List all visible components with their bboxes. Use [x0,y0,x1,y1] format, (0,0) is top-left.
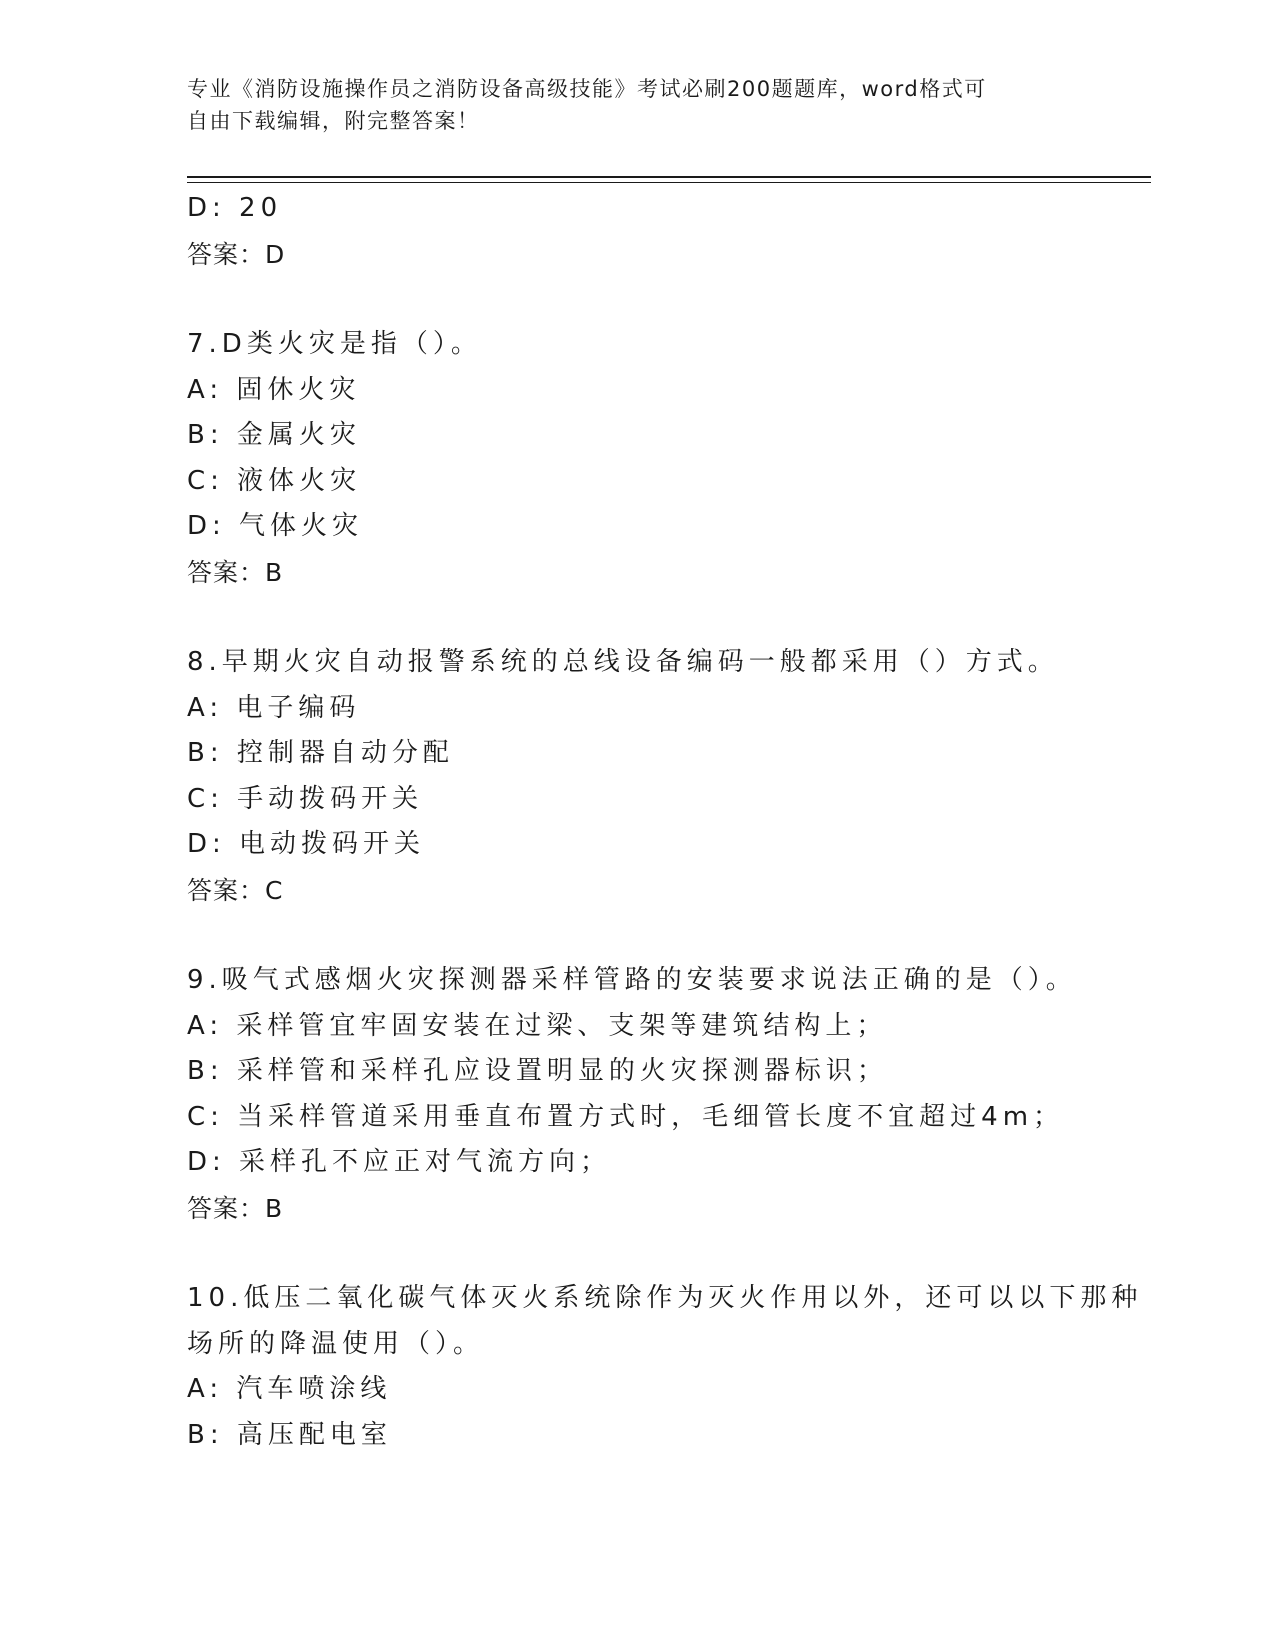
question-stem: 7.D类火灾是指（）。 [187,329,482,359]
question-stem-line-1: 10.低压二氧化碳气体灭火系统除作为灭火作用以外，还可以以下那种 [187,1283,1143,1313]
spacer [187,595,1147,640]
option-b: B: 采样管和采样孔应设置明显的火灾探测器标识； [187,1056,888,1086]
option-d: D: 电动拨码开关 [187,829,426,859]
option-d: D: 气体火灾 [187,511,364,541]
answer: 答案：C [187,875,284,905]
header-divider-thin [187,182,1151,183]
question-stem: 9.吸气式感烟火灾探测器采样管路的安装要求说法正确的是（）。 [187,965,1077,995]
question-stem: 8.早期火灾自动报警系统的总线设备编码一般都采用（）方式。 [187,647,1059,677]
answer: 答案：B [187,1193,284,1223]
option-a: A: 汽车喷涂线 [187,1374,392,1404]
spacer [187,277,1147,322]
header-line-2: 自由下载编辑，附完整答案！ [187,109,480,133]
question-10 [187,1276,1147,1458]
option-c: C: 手动拨码开关 [187,783,424,814]
option-b: B: 高压配电室 [187,1419,392,1450]
question-stem-line-2: 场所的降温使用（）。 [187,1328,485,1359]
carryover-answer: 答案：D [187,239,286,269]
header-divider-thick [187,176,1151,178]
question-8 [187,640,1147,913]
answer: 答案：B [187,557,284,587]
option-c: C: 液体火灾 [187,465,362,496]
option-b: B: 金属火灾 [187,420,361,450]
question-9 [187,958,1147,1231]
spacer [187,913,1147,958]
question-7 [187,322,1147,595]
question-content [187,186,1147,1458]
option-a: A: 采样管宜牢固安装在过梁、支架等建筑结构上； [187,1010,888,1041]
header-line-1: 专业《消防设施操作员之消防设备高级技能》考试必刷200题题库，word格式可 [187,77,987,101]
carryover-option-d: D: 20 [187,193,283,223]
option-c: C: 当采样管道采用垂直布置方式时，毛细管长度不宜超过4m； [187,1101,1065,1132]
option-a: A: 固休火灾 [187,374,361,405]
option-a: A: 电子编码 [187,692,361,723]
spacer [187,1231,1147,1276]
document-header [187,73,1087,137]
option-d: D: 采样孔不应正对气流方向； [187,1147,612,1177]
option-b: B: 控制器自动分配 [187,738,454,768]
